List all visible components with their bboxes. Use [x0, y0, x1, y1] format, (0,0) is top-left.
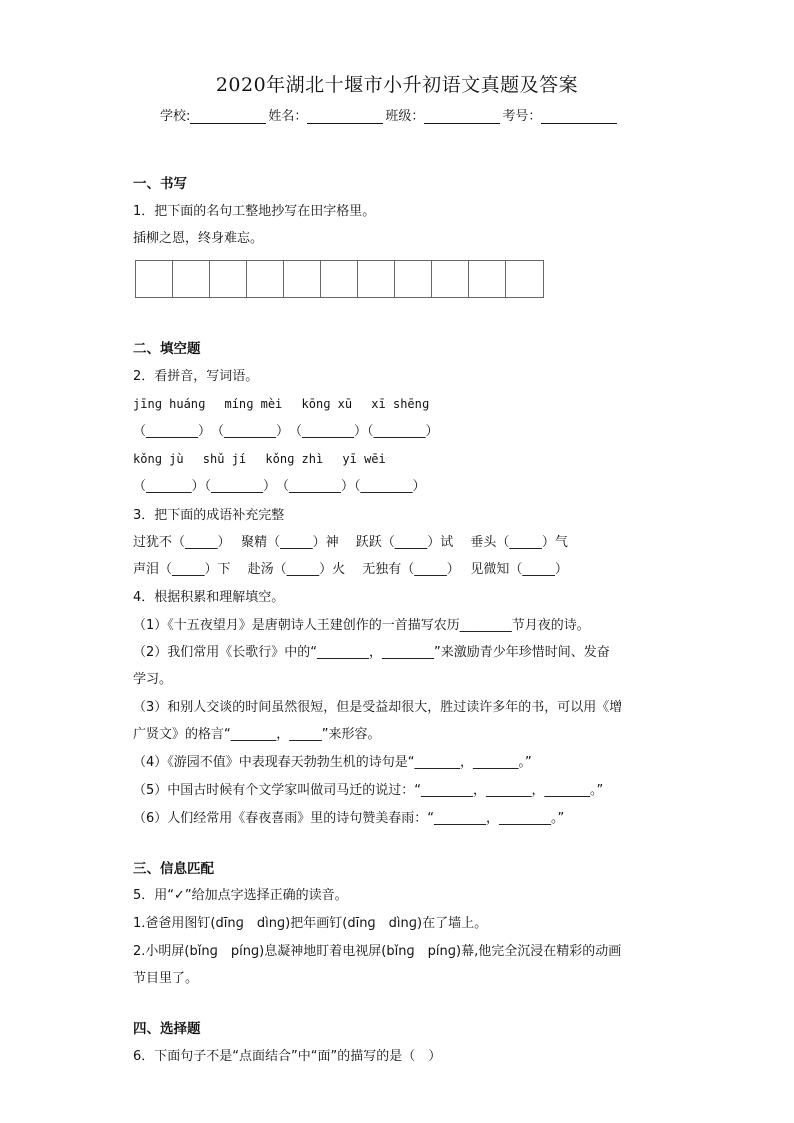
q2-blanks-row1[interactable]: （________） （________） （________）（________） — [133, 424, 439, 439]
q5-item1[interactable]: 1.爸爸用图钉(dīnɡ dìnɡ)把年画钉(dīnɡ dìnɡ)在了墙上。 — [133, 916, 488, 931]
grid-cell[interactable] — [210, 261, 247, 297]
q1-prompt: 1．把下面的名句工整地抄写在田字格里。 — [133, 204, 376, 219]
q2-pinyin-row2: kǒnɡ jù shǔ jí kǒnɡ zhì yī wēi — [133, 452, 386, 466]
q4-item5[interactable]: （5）中国古时候有个文学家叫做司马迁的说过：“________，_______，_______。” — [133, 783, 604, 798]
q3-idioms-row2[interactable]: 声泪（_____）下 赴汤（_____）火 无独有（_____） 见微知（_____） — [133, 562, 568, 577]
q4-item1[interactable]: （1）《十五夜望月》是唐朝诗人王建创作的一首描写农历________节月夜的诗。 — [133, 618, 590, 633]
page-title: 2020年湖北十堰市小升初语文真题及答案 — [215, 74, 579, 96]
grid-cell[interactable] — [321, 261, 358, 297]
q5-item2-cont: 节目里了。 — [133, 971, 199, 986]
exam-no-label: 考号： — [502, 109, 542, 124]
name-label: 姓名： — [268, 109, 308, 124]
school-blank[interactable] — [190, 110, 266, 124]
q6-prompt: 6．下面句子不是“点面结合”中“面”的描写的是（ ） — [133, 1049, 442, 1064]
q2-pinyin-row1: jīnɡ huánɡ mínɡ mèi kōnɡ xū xī shēnɡ — [133, 397, 430, 411]
grid-cell[interactable] — [284, 261, 321, 297]
section-title-matching: 三、信息匹配 — [133, 861, 214, 877]
grid-cell[interactable] — [358, 261, 395, 297]
exam-no-blank[interactable] — [541, 110, 617, 124]
q4-prompt: 4．根据积累和理解填空。 — [133, 590, 285, 605]
q3-prompt: 3．把下面的成语补充完整 — [133, 508, 285, 523]
class-blank[interactable] — [424, 110, 500, 124]
grid-cell[interactable] — [506, 261, 543, 297]
q5-item2[interactable]: 2.小明屏(bǐnɡ pínɡ)息凝神地盯着电视屏(bǐnɡ pínɡ)幕,他完全沉浸在精彩的动画 — [133, 944, 622, 959]
section-title-fill-blank: 二、填空题 — [133, 341, 201, 357]
grid-cell[interactable] — [469, 261, 506, 297]
section-title-writing: 一、书写 — [133, 176, 187, 192]
grid-cell[interactable] — [247, 261, 284, 297]
q1-text: 插柳之恩，终身难忘。 — [133, 231, 264, 246]
section-title-choice: 四、选择题 — [133, 1021, 201, 1037]
q4-item2-cont: 学习。 — [133, 672, 173, 687]
q4-item6[interactable]: （6）人们经常用《春夜喜雨》里的诗句赞美春雨：“________，________。” — [133, 811, 565, 826]
q4-item3: （3）和别人交谈的时间虽然很短，但是受益却很大，胜过读许多年的书，可以用《增 — [133, 700, 623, 715]
q5-prompt: 5．用“✓”给加点字选择正确的读音。 — [133, 888, 348, 903]
q4-item2[interactable]: （2）我们常用《长歌行》中的“________，________”来激励青少年珍惜时间、发奋 — [133, 645, 610, 660]
q4-item3-cont[interactable]: 广贤文》的格言“_______，_____”来形容。 — [133, 727, 381, 742]
q2-blanks-row2[interactable]: （_______）（________） （________）（________） — [133, 479, 426, 494]
name-blank[interactable] — [307, 110, 383, 124]
class-label: 班级： — [385, 109, 425, 124]
grid-cell[interactable] — [395, 261, 432, 297]
grid-cell[interactable] — [136, 261, 173, 297]
q4-item4[interactable]: （4）《游园不值》中表现春天勃勃生机的诗句是“_______，_______。” — [133, 755, 532, 770]
grid-cell[interactable] — [173, 261, 210, 297]
tianzige-grid — [135, 260, 544, 298]
student-info-row — [160, 105, 619, 124]
grid-cell[interactable] — [432, 261, 469, 297]
q3-idioms-row1[interactable]: 过犹不（_____） 聚精（_____）神 跃跃（_____）试 垂头（_____）气 — [133, 535, 568, 550]
school-label: 学校: — [160, 109, 191, 124]
q2-prompt: 2．看拼音，写词语。 — [133, 369, 259, 384]
